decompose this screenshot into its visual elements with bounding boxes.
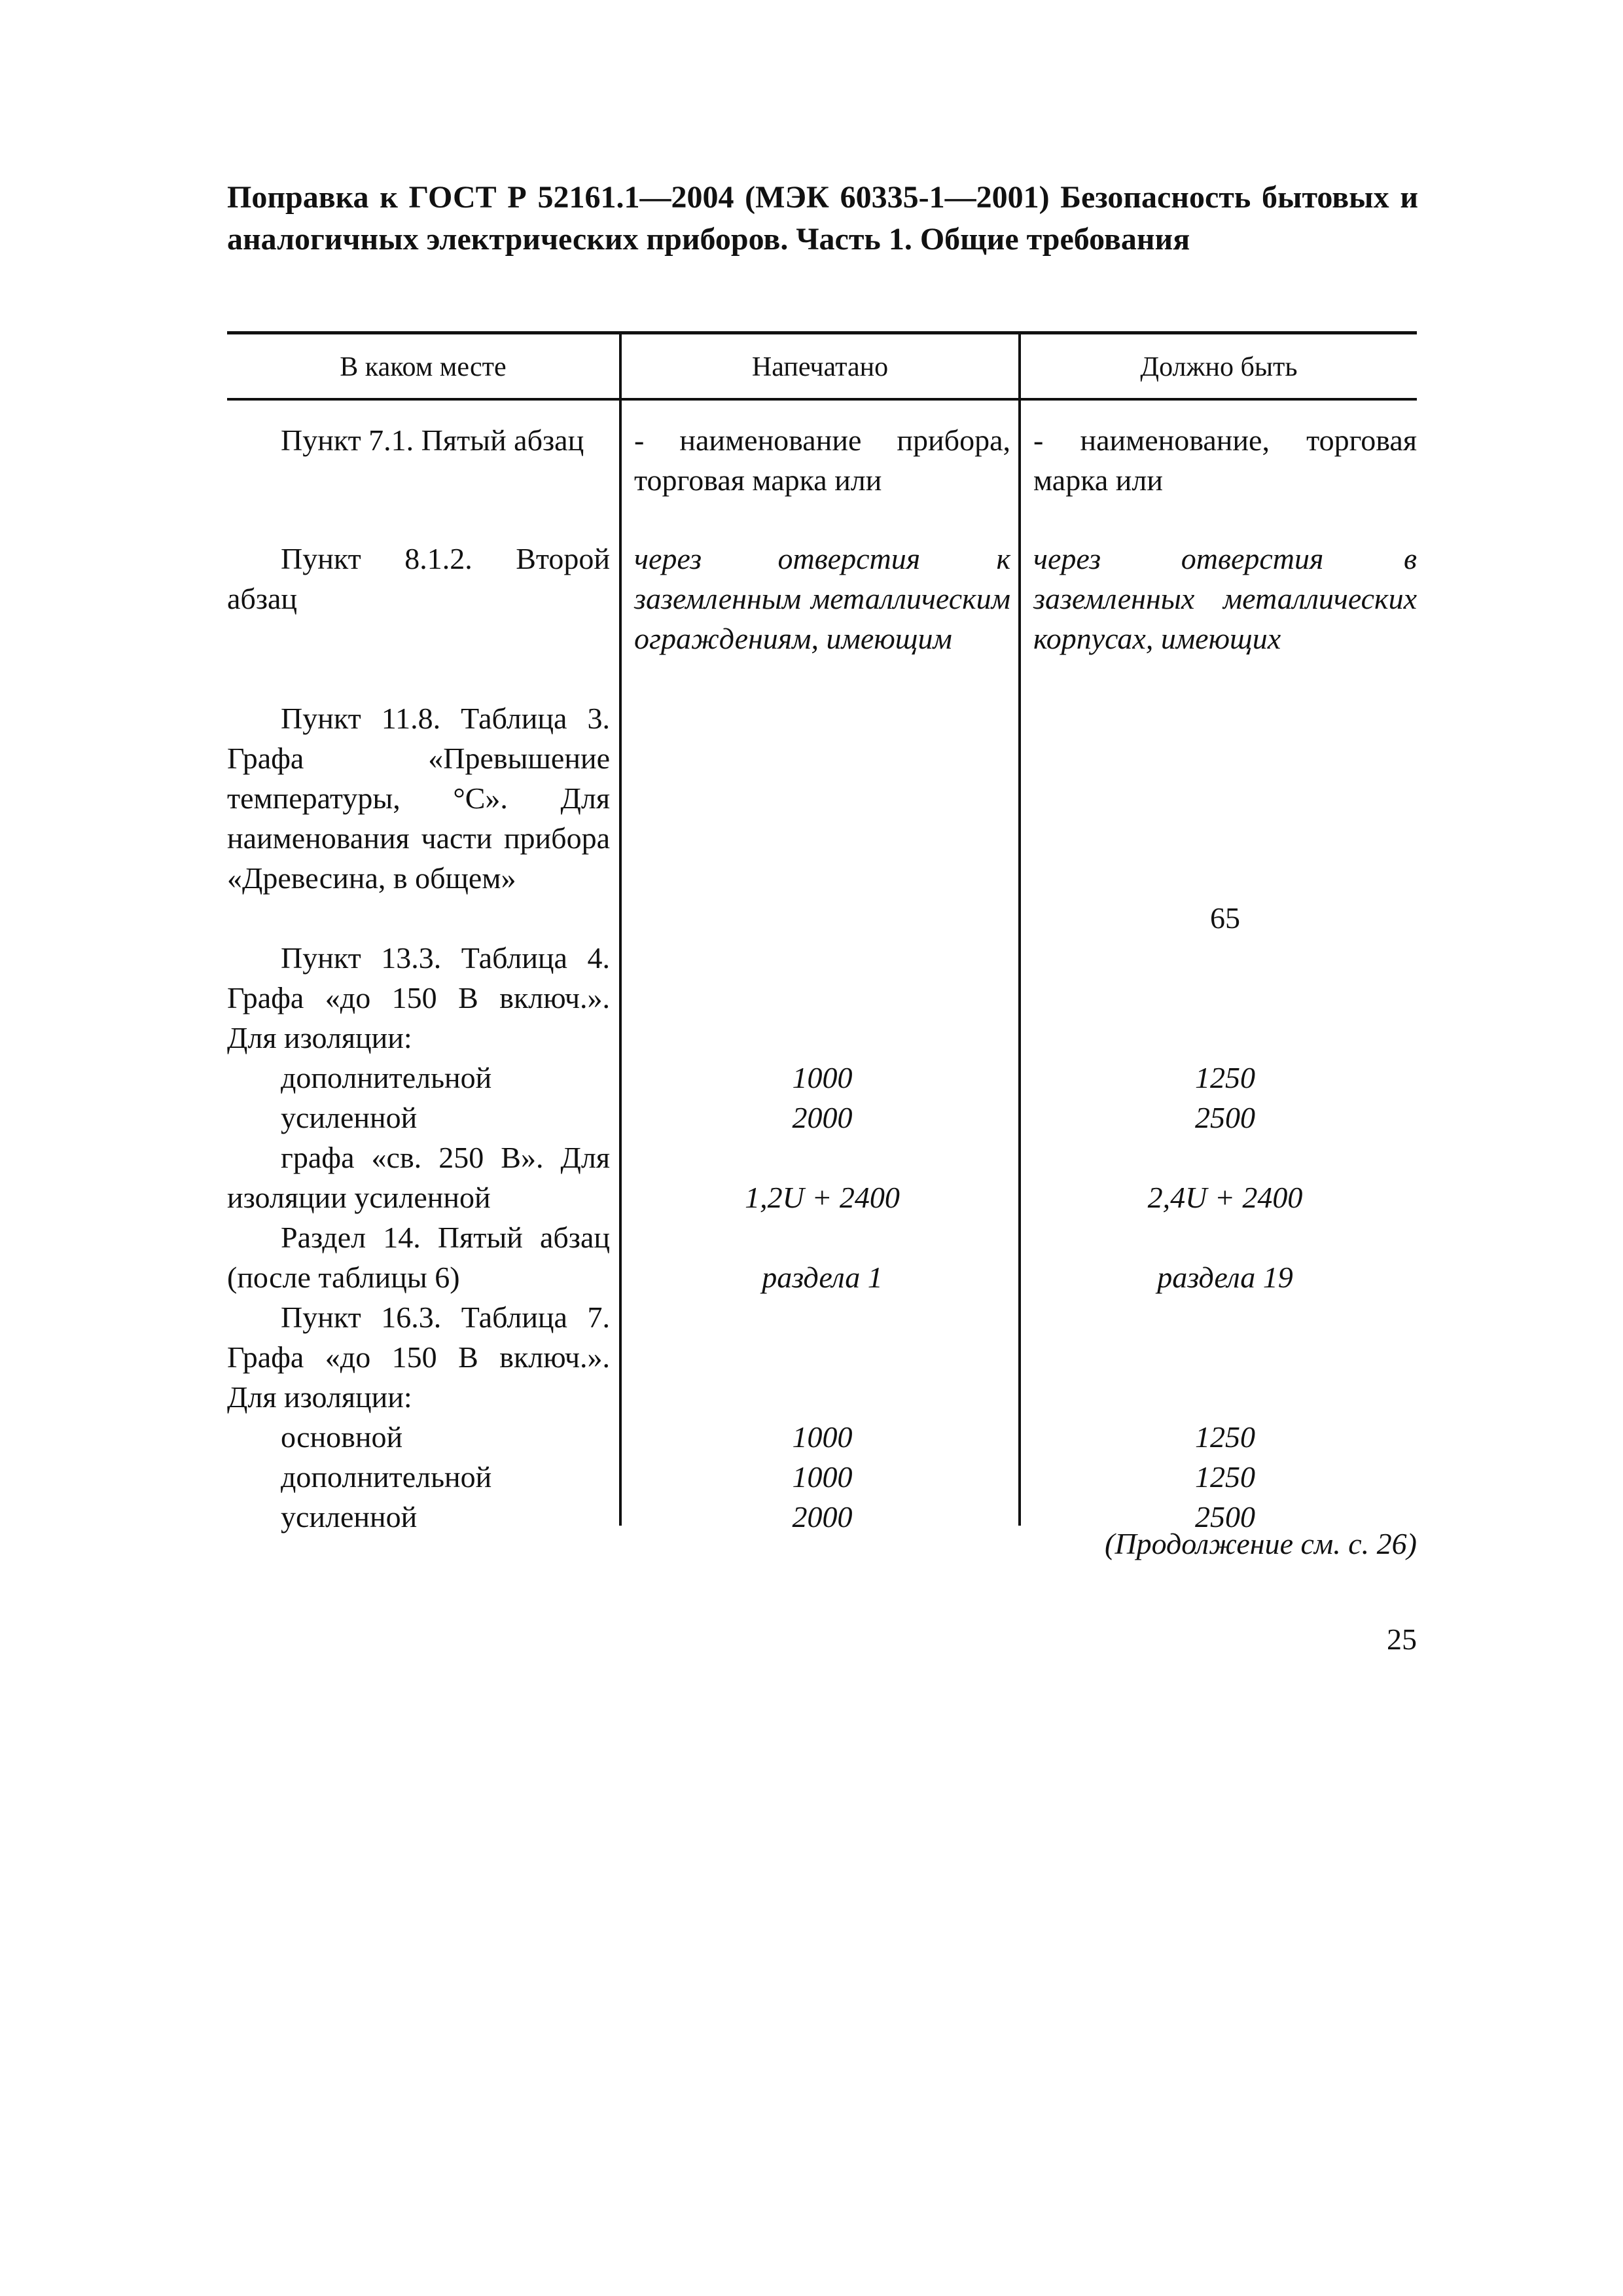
cell-printed-13-3-graph-250: 1,2U + 2400 xyxy=(745,1181,900,1214)
cell-should-8-1-2: через отверстия в заземленных металлических корпусах, имеющих xyxy=(1033,542,1417,655)
cell-13-3-additional: дополнительной xyxy=(281,1061,492,1094)
cell-printed-7-1: - наименование прибора, торговая марка или xyxy=(634,423,1010,497)
cell-should-11-8: 65 xyxy=(1210,901,1240,935)
cell-16-3-basic: основной xyxy=(281,1420,403,1454)
cell-printed-16-3-basic: 1000 xyxy=(792,1420,853,1454)
document-title: Поправка к ГОСТ Р 52161.1—2004 (МЭК 60335-1—2001) Безопасность бытовых и аналогичных электрических приборов. Часть 1. Общие требования xyxy=(227,180,1418,257)
cell-printed-16-3-reinforced: 2000 xyxy=(792,1500,853,1534)
cell-printed-16-3-additional: 1000 xyxy=(792,1460,853,1494)
page-number: 25 xyxy=(1387,1623,1417,1656)
cell-printed-13-3-reinforced: 2000 xyxy=(792,1101,853,1134)
cell-should-13-3-graph-250: 2,4U + 2400 xyxy=(1147,1181,1303,1214)
cell-place-7-1: Пункт 7.1. Пятый абзац xyxy=(281,423,584,457)
cell-place-16-3: Пункт 16.3. Таблица 7. Графа «до 150 В включ.». Для изоляции: xyxy=(227,1300,610,1414)
cell-should-16-3-reinforced: 2500 xyxy=(1195,1500,1255,1534)
cell-place-11-8: Пункт 11.8. Таблица 3. Графа «Превышение температуры, °С». Для наименования части прибора «Древесина, в общем» xyxy=(227,702,610,895)
cell-should-section-14: раздела 19 xyxy=(1157,1261,1293,1294)
cell-should-13-3-reinforced: 2500 xyxy=(1195,1101,1255,1134)
cell-16-3-additional: дополнительной xyxy=(281,1460,492,1494)
header-place: В каком месте xyxy=(340,352,507,382)
header-printed: Напечатано xyxy=(751,352,889,382)
cell-should-16-3-additional: 1250 xyxy=(1195,1460,1255,1494)
header-should-be: Должно быть xyxy=(1140,352,1298,382)
table-top-rule xyxy=(227,331,1417,334)
column-divider-2 xyxy=(1018,331,1021,1526)
cell-should-7-1: - наименование, торговая марка или xyxy=(1033,423,1417,497)
cell-should-16-3-basic: 1250 xyxy=(1195,1420,1255,1454)
cell-printed-13-3-additional: 1000 xyxy=(792,1061,853,1094)
cell-16-3-reinforced: усиленной xyxy=(281,1500,418,1534)
column-divider-1 xyxy=(619,331,622,1526)
cell-place-13-3: Пункт 13.3. Таблица 4. Графа «до 150 В включ.». Для изоляции: xyxy=(227,941,610,1054)
cell-should-13-3-additional: 1250 xyxy=(1195,1061,1255,1094)
continuation-note: (Продолжение см. с. 26) xyxy=(1105,1527,1417,1560)
table-header-rule xyxy=(227,398,1417,401)
cell-printed-8-1-2: через отверстия к заземленным металлическим ограждениям, имеющим xyxy=(634,542,1010,655)
cell-printed-section-14: раздела 1 xyxy=(762,1261,883,1294)
cell-13-3-graph-250: графа «св. 250 В». Для изоляции усиленной xyxy=(227,1141,610,1214)
cell-place-section-14: Раздел 14. Пятый абзац (после таблицы 6) xyxy=(227,1221,610,1294)
cell-13-3-reinforced: усиленной xyxy=(281,1101,418,1134)
cell-place-8-1-2: Пункт 8.1.2. Второй абзац xyxy=(227,542,610,615)
